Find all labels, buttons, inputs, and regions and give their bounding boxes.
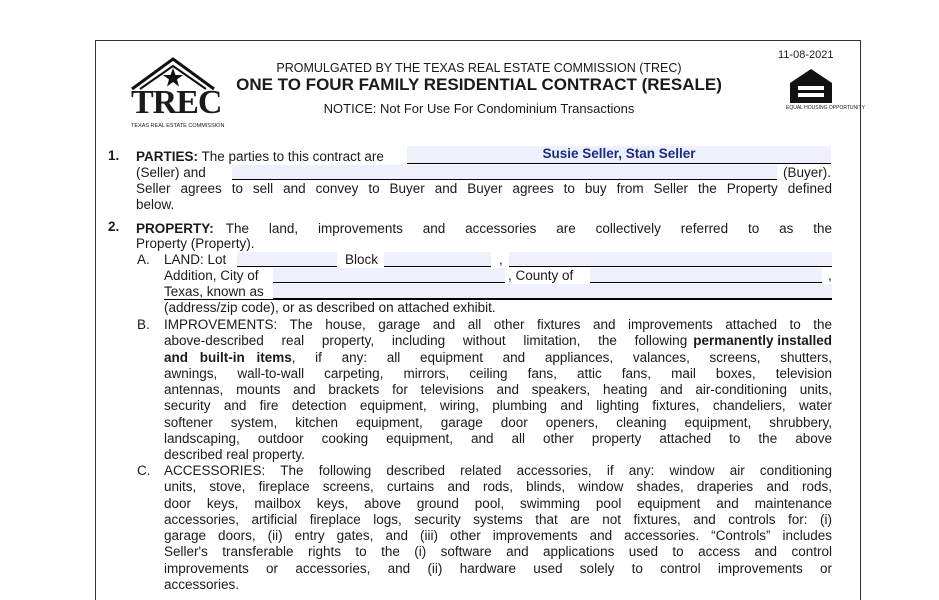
improvements-line-9: described real property. (164, 447, 305, 463)
accessories-line-8: accessories. (164, 577, 240, 593)
buyer-name-field[interactable] (232, 165, 777, 180)
known-as-label: Texas, known as (164, 284, 264, 299)
equal-housing-icon (786, 67, 836, 105)
section-1-number: 1. (108, 148, 120, 163)
notice-line: NOTICE: Not For Use For Condominium Transactions (323, 101, 635, 116)
land-letter: A. (137, 252, 150, 267)
accessories-line-3: door keys, mailbox keys, above ground pool, swimming pool equipment and maintenance (164, 495, 832, 511)
improvements-line-6: security and fire detection equipment, wiring, plumbing and lighting fixtures, chandeliers, water (164, 398, 832, 414)
improvements-paragraph (164, 317, 832, 464)
buyer-label: (Buyer). (783, 165, 832, 180)
accessories-line-4: accessories, artificial fireplace logs, security systems that are not fixtures, and controls for: (i) (164, 511, 832, 527)
city-field[interactable] (273, 268, 505, 283)
land-comma-2: , (828, 268, 832, 283)
built-in-items-text: and built-in items (164, 349, 292, 365)
county-field[interactable] (590, 268, 822, 283)
improvements-line-7: softener system, kitchen equipment, garage door openers, cleaning equipment, shrubbery, (164, 414, 832, 430)
form-date: 11-08-2021 (778, 49, 834, 61)
property-intro: The land, improvements and accessories are collectively referred to as the (225, 221, 832, 236)
improvements-line-3 (164, 350, 832, 366)
accessories-line-7: improvements or accessories, and (ii) hardware used solely to control improvements or (164, 560, 832, 576)
equal-housing-logo (786, 67, 865, 121)
accessories-line-5: garage doors, (ii) entry gates, and (iii) other improvements and accessories. “Controls” includes (164, 528, 832, 544)
agreement-line (136, 181, 832, 196)
logo-subtext: TEXAS REAL ESTATE COMMISSION (131, 123, 225, 129)
improvements-line-3-text: , if any: all equipment and appliances, valances, screens, shutters, (291, 349, 832, 365)
permanently-installed-text: permanently installed (693, 333, 832, 349)
county-label: , County of (508, 268, 574, 283)
land-label: LAND: Lot (164, 252, 227, 267)
parties-heading: PARTIES: (136, 149, 199, 164)
improvements-letter: B. (137, 317, 150, 332)
improvements-line-4: awnings, wall-to-wall carpeting, mirrors, ceiling fans, attic fans, mail boxes, television (164, 365, 832, 381)
improvements-line-2-text: above-described real property, including without limitation, the following (164, 333, 688, 349)
promulgated-line: PROMULGATED BY THE TEXAS REAL ESTATE COMMISSION (TREC) (276, 61, 682, 75)
improvements-line-5: antennas, mounts and brackets for televisions and speakers, heating and air-conditioning units, (164, 382, 832, 398)
lot-field[interactable] (237, 252, 337, 267)
block-label: Block (345, 252, 379, 267)
improvements-line-1: IMPROVEMENTS: The house, garage and all other fixtures and improvements attached to the (164, 317, 832, 332)
seller-name-field[interactable]: Susie Seller, Stan Seller (407, 146, 831, 164)
block-field[interactable] (384, 252, 491, 267)
improvements-line-2 (164, 333, 832, 349)
parties-intro: The parties to this contract are (201, 149, 384, 164)
addition-field[interactable] (509, 252, 832, 267)
land-comma: , (499, 252, 503, 267)
accessories-line-6: Seller's transferable rights to the (i) software and applications used to access and control (164, 544, 832, 560)
property-heading: PROPERTY: (136, 221, 214, 236)
trec-logo (128, 57, 225, 131)
accessories-line-1: ACCESSORIES: The following described related accessories, if any: window air conditioning (164, 463, 832, 478)
equal-housing-text: EQUAL HOUSING OPPORTUNITY (786, 105, 865, 111)
property-intro-end: Property (Property). (136, 236, 255, 251)
accessories-paragraph (164, 463, 832, 593)
property-line (136, 221, 832, 236)
addition-label: Addition, City of (164, 268, 259, 283)
section-2-number: 2. (108, 219, 120, 234)
agreement-text: Seller agrees to sell and convey to Buyer and Buyer agrees to buy from Seller the Property defined (136, 181, 832, 196)
improvements-line-8: landscaping, outdoor cooking equipment, and all other property attached to the above (164, 431, 832, 447)
logo-text: TREC (131, 84, 222, 121)
address-field[interactable] (273, 284, 832, 299)
address-label: (address/zip code), or as described on attached exhibit. (164, 300, 496, 315)
contract-title: ONE TO FOUR FAMILY RESIDENTIAL CONTRACT (RESALE) (236, 75, 722, 94)
agreement-end: below. (136, 197, 175, 212)
accessories-line-2: units, stove, fireplace screens, curtains and rods, blinds, window shades, draperies and rods, (164, 479, 832, 495)
accessories-letter: C. (137, 463, 151, 478)
section-1-line-1 (136, 146, 832, 164)
seller-label: (Seller) and (136, 165, 206, 180)
